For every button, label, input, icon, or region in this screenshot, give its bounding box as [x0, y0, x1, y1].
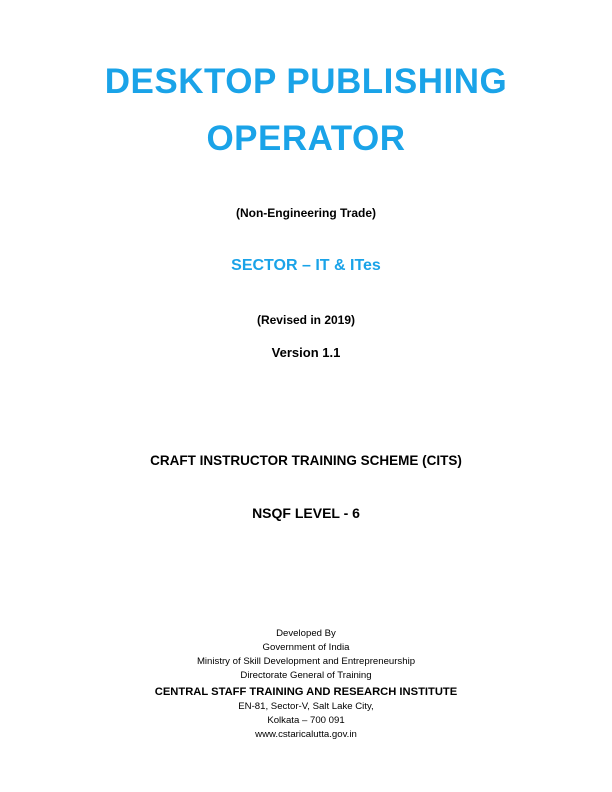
- document-title-line-2: OPERATOR: [206, 119, 406, 158]
- address-line-2: Kolkata – 700 091: [267, 715, 345, 726]
- government-name: Government of India: [262, 642, 350, 653]
- address-line-1: EN-81, Sector-V, Salt Lake City,: [238, 701, 374, 712]
- scheme-title: CRAFT INSTRUCTOR TRAINING SCHEME (CITS): [150, 453, 462, 468]
- revision-note: (Revised in 2019): [256, 313, 356, 327]
- version-label: Version 1.1: [271, 345, 341, 360]
- document-title-line-1: DESKTOP PUBLISHING: [104, 62, 508, 101]
- sector-label: SECTOR – IT & ITes: [231, 257, 381, 274]
- institute-name: CENTRAL STAFF TRAINING AND RESEARCH INSTITUTE: [154, 686, 458, 698]
- developed-by: Developed By: [276, 628, 336, 639]
- nsqf-level: NSQF LEVEL - 6: [252, 505, 360, 521]
- website-link[interactable]: www.cstaricalutta.gov.in: [255, 729, 357, 740]
- directorate-name: Directorate General of Training: [240, 670, 372, 681]
- trade-type: (Non-Engineering Trade): [235, 206, 376, 220]
- publisher-block: [0, 627, 612, 742]
- ministry-name: Ministry of Skill Development and Entrepreneurship: [196, 656, 416, 667]
